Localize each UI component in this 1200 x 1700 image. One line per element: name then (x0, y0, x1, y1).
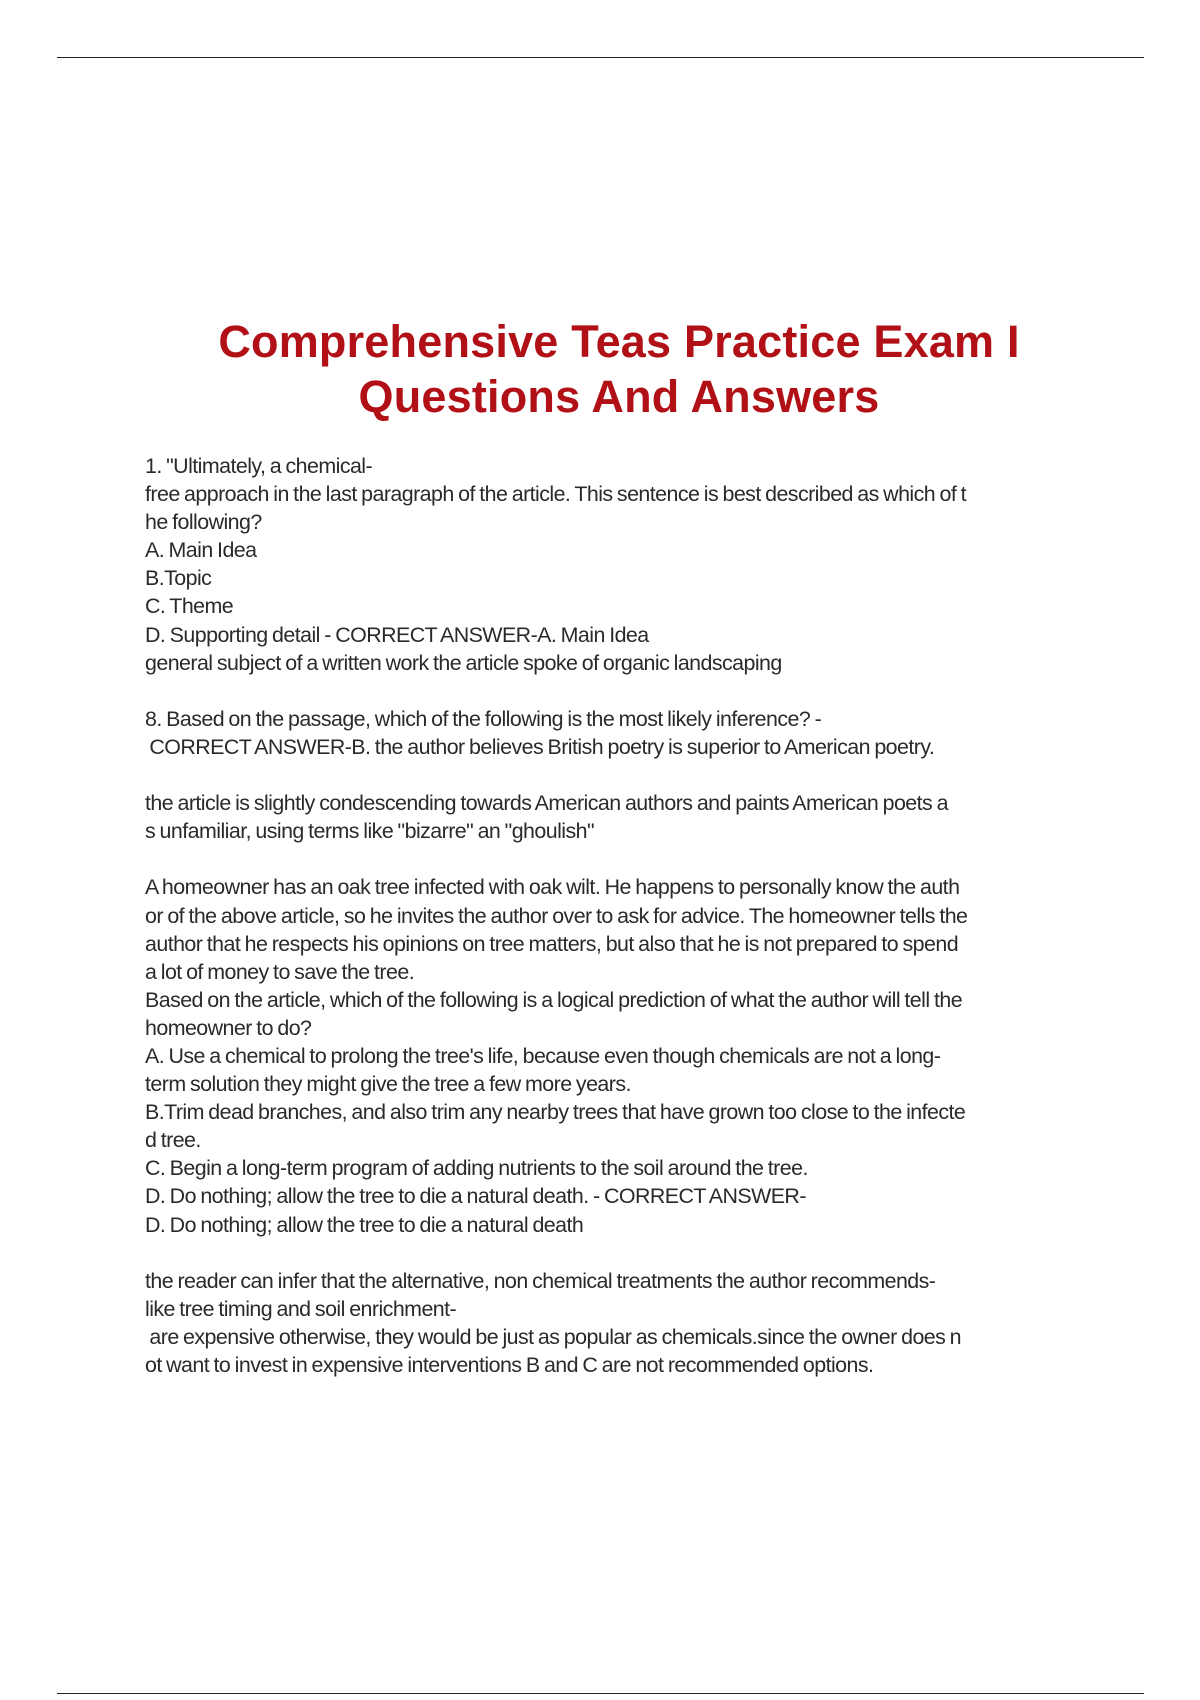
text-line: 8. Based on the passage, which of the following is the most likely inference? - (145, 706, 822, 731)
question-1-block (145, 452, 1090, 677)
explanation-line: are expensive otherwise, they would be just as popular as chemicals.since the owner does n (145, 1324, 962, 1349)
option-a-cont: term solution they might give the tree a few more years. (145, 1072, 631, 1097)
explanation-line: ot want to invest in expensive interventions B and C are not recommended options. (145, 1353, 874, 1377)
text-line: 1. "Ultimately, a chemical- (145, 454, 373, 478)
title-line-2: Questions And Answers (358, 371, 880, 422)
option-a: A. Main Idea (145, 538, 257, 563)
text-line: a lot of money to save the tree. (145, 959, 415, 984)
answer-line: CORRECT ANSWER-B. the author believes British poetry is superior to American poetry. (145, 734, 935, 759)
explanation-line: s unfamiliar, using terms like "bizarre" an "ghoulish" (145, 819, 595, 844)
text-line: homeowner to do? (145, 1015, 312, 1040)
option-d-answer: D. Supporting detail - CORRECT ANSWER-A. Main Idea (145, 622, 649, 647)
option-b: B.Trim dead branches, and also trim any nearby trees that have grown too close to the infecte (145, 1100, 966, 1125)
option-c: C. Theme (145, 594, 234, 619)
question-8-explanation (145, 789, 1090, 845)
oak-tree-explanation (145, 1267, 1090, 1379)
text-line: or of the above article, so he invites the author over to ask for advice. The homeowner tells the (145, 903, 968, 928)
text-line: he following? (145, 510, 262, 535)
top-rule (57, 57, 1144, 58)
option-d: D. Do nothing; allow the tree to die a natural death. - CORRECT ANSWER- (145, 1184, 806, 1209)
text-line: author that he respects his opinions on tree matters, but also that he is not prepared to spend (145, 931, 959, 956)
question-8-block (145, 705, 1090, 761)
paragraph-gap (145, 845, 1090, 873)
explanation-line: the article is slightly condescending towards American authors and paints American poets a (145, 791, 948, 816)
option-a: A. Use a chemical to prolong the tree's life, because even though chemicals are not a long- (145, 1043, 941, 1068)
explanation-line: general subject of a written work the article spoke of organic landscaping (145, 650, 782, 675)
document-body (145, 452, 1090, 1379)
text-line: A homeowner has an oak tree infected with oak wilt. He happens to personally know the auth (145, 875, 960, 900)
paragraph-gap (145, 677, 1090, 705)
paragraph-gap (145, 1239, 1090, 1267)
text-line: Based on the article, which of the following is a logical prediction of what the author will tell the (145, 987, 963, 1012)
bottom-rule (57, 1693, 1144, 1694)
explanation-line: the reader can infer that the alternative, non chemical treatments the author recommends- (145, 1268, 936, 1293)
title-line-1: Comprehensive Teas Practice Exam I (218, 316, 1020, 367)
option-b-cont: d tree. (145, 1128, 201, 1153)
option-b: B.Topic (145, 566, 212, 591)
answer-line: D. Do nothing; allow the tree to die a natural death (145, 1212, 584, 1237)
explanation-line: like tree timing and soil enrichment- (145, 1296, 457, 1321)
document-title (120, 314, 1118, 424)
text-line: free approach in the last paragraph of the article. This sentence is best described as which of t (145, 482, 967, 507)
oak-tree-question-block (145, 873, 1090, 1238)
paragraph-gap (145, 761, 1090, 789)
option-c: C. Begin a long-term program of adding nutrients to the soil around the tree. (145, 1156, 808, 1181)
